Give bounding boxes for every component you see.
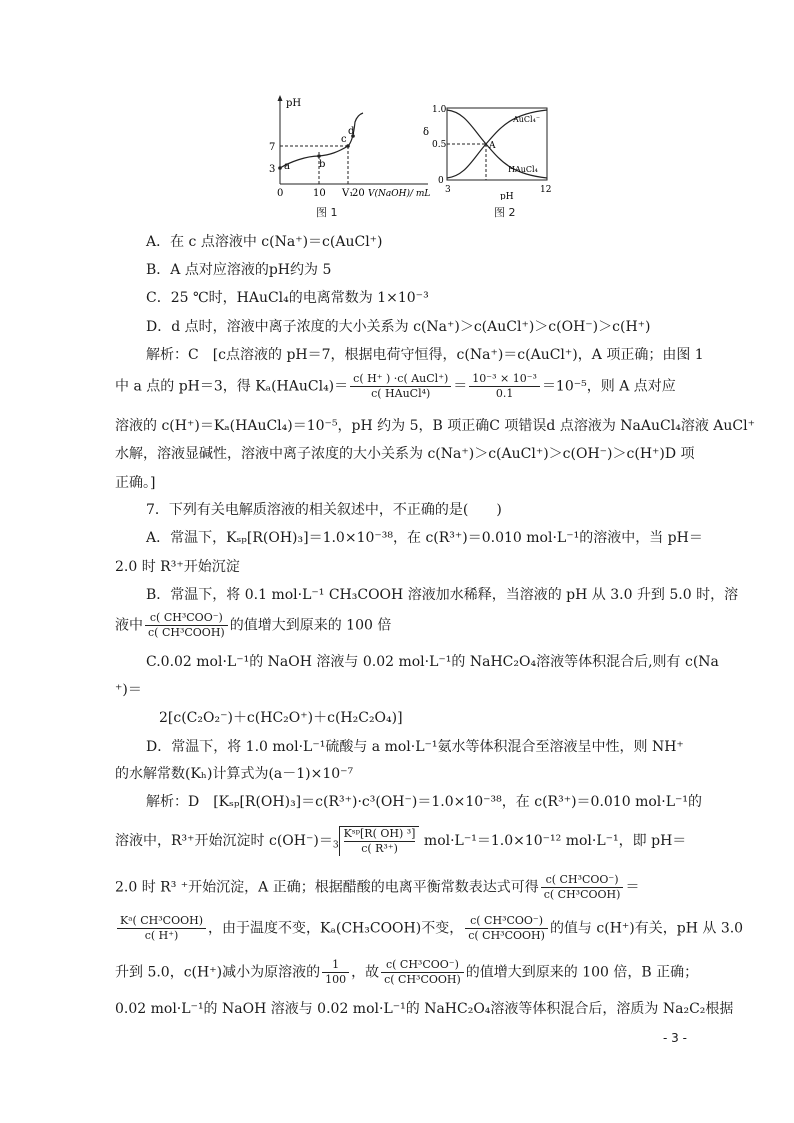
analysis-6-line-1: 解析：C [c点溶液的 pH＝7，根据电荷守恒得，c(Na⁺)＝c(AuCl⁺)，A 项正确；由图 1 <box>146 347 704 363</box>
option-a: A．在 c 点溶液中 c(Na⁺)＝c(AuCl⁺) <box>146 234 383 250</box>
fraction-ka-value: $\frac{\text{10⁻³ × 10⁻³}}{0.1}$ <box>469 372 540 401</box>
q7-option-c-line-1: C.0.02 mol·L⁻¹的 NaOH 溶液与 0.02 mol·L⁻¹的 NaHC₂O₄溶液等体积混合后,则有 c(Na <box>146 654 719 670</box>
fig1-xtick-v1: V₁ <box>342 188 354 199</box>
figure-2 <box>410 100 560 200</box>
option-b: B．A 点对应溶液的pH约为 5 <box>146 262 332 278</box>
analysis-7-line-3: 2.0 时 R³ ⁺开始沉淀，A 正确；根据醋酸的电离平衡常数表达式可得 $\frac{\text{c( CH³COO⁻)}}{\text{c( CH³COOH)}}$ ＝ <box>115 873 640 901</box>
q7-option-c-line-2: ⁺)＝ <box>115 682 142 698</box>
analysis-6-line-2: 中 a 点的 pH＝3，得 Kₐ(HAuCl₄)＝ $\frac{\text{c( H⁺ ) ·c( AuCl⁺)}}{\text{c( HAuCl⁴)}}$ ＝ $\frac{\text{10⁻³ × 10⁻³}}{0.1}$ ＝10⁻⁵，则 A 点对应 <box>115 372 676 400</box>
analysis-7-line-1: 解析：D [Kₛₚ[R(OH)₃]＝c(R³⁺)·c³(OH⁻)＝1.0×10⁻³⁸，在 c(R³⁺)＝0.010 mol·L⁻¹的 <box>146 794 703 810</box>
analysis-6-line-5: 正确。] <box>115 475 156 491</box>
fig1-xtick-0: 0 <box>277 188 284 199</box>
fig1-xlabel: V(NaOH)/ mL <box>368 189 431 199</box>
q7-option-c-line-3: 2[c(C₂O₂⁻)＋c(HC₂O⁺)＋c(H₂C₂O₄)] <box>159 710 403 726</box>
fig2-curve-label-haucl4: HAuCl₄ <box>508 165 538 174</box>
fraction-acetate-ratio-4: $\frac{\text{c( CH³COO⁻)}}{\text{c( CH³COOH)}}$ <box>381 958 464 987</box>
analysis-7-line-5: 升到 5.0，c(H⁺)减小为原溶液的 $\frac{1}{100}$ ，故 $\frac{\text{c( CH³COO⁻)}}{\text{c( CH³COOH)}}$ 的值增大到原来的 100 倍，B 正确； <box>115 958 699 986</box>
fig2-curve-label-aucl4: AuCl₄⁻ <box>513 115 541 124</box>
fig2-ytick-0: 0 <box>438 176 444 186</box>
fraction-acetate-ratio: $\frac{\text{c( CH³COO⁻)}}{\text{c( CH³COOH)}}$ <box>145 611 228 640</box>
fraction-ka-expression: $\frac{\text{c( H⁺ ) ·c( AuCl⁺)}}{\text{c( HAuCl⁴)}}$ <box>350 372 451 401</box>
q7-option-b-line-1: B．常温下，将 0.1 mol·L⁻¹ CH₃COOH 溶液加水稀释，当溶液的 pH 从 3.0 升到 5.0 时，溶 <box>146 587 739 603</box>
analysis-7-line-6: 0.02 mol·L⁻¹的 NaOH 溶液与 0.02 mol·L⁻¹的 NaHC₂O₄溶液等体积混合后，溶质为 Na₂C₂根据 <box>115 1001 734 1017</box>
fig1-point-b: b <box>319 159 326 170</box>
fig2-xtick-3: 3 <box>445 185 451 195</box>
q7-option-d-line-1: D．常温下，将 1.0 mol·L⁻¹硫酸与 a mol·L⁻¹氨水等体积混合至溶液呈中性，则 NH⁺ <box>146 739 684 755</box>
question-7-stem: 7．下列有关电解质溶液的相关叙述中，不正确的是( ) <box>146 502 502 518</box>
fig1-xtick-10: 10 <box>313 188 326 199</box>
fig1-caption: 图 1 <box>316 206 338 219</box>
fig1-point-d: d <box>348 126 355 137</box>
fig2-xlabel: pH <box>500 192 514 200</box>
q7-option-b-line-2: 液中 $\frac{\text{c( CH³COO⁻)}}{\text{c( CH³COOH)}}$ 的值增大到原来的 100 倍 <box>115 611 392 639</box>
cube-root-expression: $^3$ Kˢᵖ[R( OH) ³] c( R³⁺) <box>333 826 420 856</box>
fig1-point-a: a <box>284 161 290 172</box>
analysis-6-line-4: 水解，溶液显碱性，溶液中离子浓度的大小关系为 c(Na⁺)＞c(AuCl⁺)＞c(OH⁻)＞c(H⁺)D 项 <box>115 446 695 462</box>
fig2-xtick-12: 12 <box>540 185 552 195</box>
fig1-xtick-20: 20 <box>352 188 365 199</box>
option-d: D．d 点时，溶液中离子浓度的大小关系为 c(Na⁺)＞c(AuCl⁺)＞c(OH⁻)＞c(H⁺) <box>146 319 651 335</box>
fraction-acetate-ratio-2: $\frac{\text{c( CH³COO⁻)}}{\text{c( CH³COOH)}}$ <box>541 873 624 902</box>
fig2-ytick-1: 1.0 <box>432 105 447 115</box>
option-c: C．25 ℃时，HAuCl₄的电离常数为 1×10⁻³ <box>146 290 429 306</box>
page-number: - 3 - <box>663 1031 687 1045</box>
fraction-one-hundredth: $\frac{1}{100}$ <box>322 958 349 987</box>
fig2-caption: 图 2 <box>494 206 516 219</box>
fraction-acetate-ratio-3: $\frac{\text{c( CH³COO⁻)}}{\text{c( CH³COOH)}}$ <box>465 914 548 943</box>
fig2-ylabel: δ <box>423 127 430 138</box>
fig1-ytick-7: 7 <box>269 142 276 153</box>
analysis-7-line-2: 溶液中，R³⁺开始沉淀时 c(OH⁻)＝$^3$ Kˢᵖ[R( OH) ³] c( R³⁺) mol·L⁻¹＝1.0×10⁻¹² mol·L⁻¹，即 pH＝ <box>115 827 687 855</box>
fig1-point-c: c <box>341 134 347 145</box>
q7-option-a-line-1: A．常温下，Kₛₚ[R(OH)₃]＝1.0×10⁻³⁸，在 c(R³⁺)＝0.010 mol·L⁻¹的溶液中，当 pH＝ <box>146 530 703 546</box>
fig2-ytick-05: 0.5 <box>432 140 447 150</box>
analysis-6-line-3: 溶液的 c(H⁺)＝Kₐ(HAuCl₄)＝10⁻⁵，pH 约为 5，B 项正确C 项错误d 点溶液为 NaAuCl₄溶液 AuCl⁺ <box>115 418 755 434</box>
q7-option-d-line-2: 的水解常数(Kₕ)计算式为(a－1)×10⁻⁷ <box>115 766 354 782</box>
analysis-7-line-4: $\frac{\text{Kᵃ( CH³COOH)}}{c( H^+)}$ ，由于温度不变，Kₐ(CH₃COOH)不变， $\frac{\text{c( CH³COO⁻)}}{\text{c( CH³COOH)}}$ 的值与 c(H⁺)有关，pH 从 3.0 <box>115 914 743 943</box>
q7-option-a-line-2: 2.0 时 R³⁺开始沉淀 <box>115 559 240 575</box>
fig2-point-a: A <box>489 141 496 151</box>
fig1-ylabel: pH <box>286 98 302 109</box>
fig1-ytick-3: 3 <box>269 164 276 175</box>
fraction-ka-over-h: $\frac{\text{Kᵃ( CH³COOH)}}{c( H^+)}$ <box>117 914 206 943</box>
